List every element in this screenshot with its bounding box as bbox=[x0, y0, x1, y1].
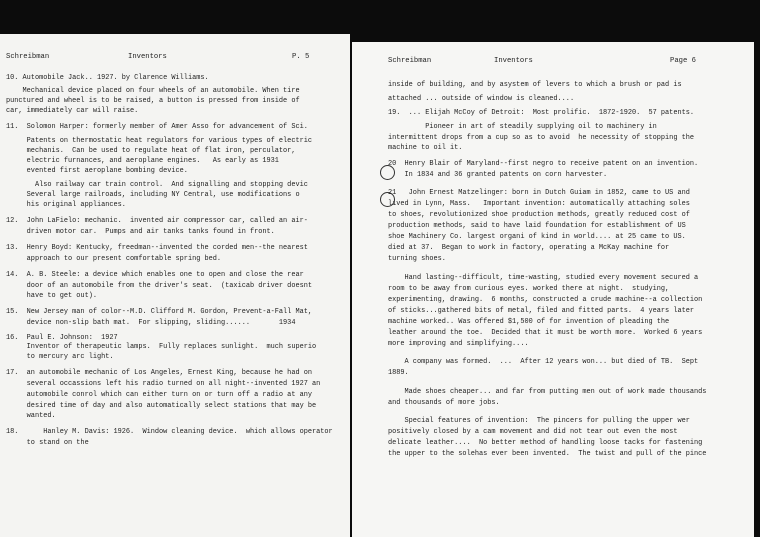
text-line: 1889. bbox=[388, 369, 409, 377]
text-line: leather around the toe. Decided that it must be worth more. Worked 6 years bbox=[388, 329, 703, 337]
text-line: Hand lasting--difficult, time-wasting, studied every movement secured a bbox=[388, 274, 699, 282]
text-line: 19. ... Elijah McCoy of Detroit: Most prolific. 1872-1920. 57 patents. bbox=[388, 109, 694, 117]
text-line: his original appliances. bbox=[6, 201, 126, 209]
text-line: approach to our present comfortable spring bed. bbox=[6, 255, 222, 263]
text-line: driven motor car. Pumps and air tanks tanks found in front. bbox=[6, 228, 275, 236]
text-line: machine worked.. Was offered $1,500 of for invention of pleading the bbox=[388, 318, 670, 326]
text-line: to mercury arc light. bbox=[6, 353, 114, 361]
text-line: Patents on thermostatic heat regulators for various types of electric bbox=[6, 137, 312, 145]
left-header-title: Inventors bbox=[128, 53, 167, 61]
text-line: and thousands of more jobs. bbox=[388, 399, 500, 407]
text-line: to stand on the bbox=[6, 439, 89, 447]
text-line: died at 37. Began to work in factory, operating a McKay machine for bbox=[388, 244, 670, 252]
text-line: have to get out). bbox=[6, 292, 97, 300]
text-line: 21 John Ernest Matzelinger: born in Dutch Guiam in 1852, came to US and bbox=[388, 189, 690, 197]
text-line: Several large railroads, including NY Central, use modifications o bbox=[6, 191, 300, 199]
text-line: 16. Paul E. Johnson: 1927 bbox=[6, 334, 118, 342]
text-line: attached ... outside of window is cleaned.... bbox=[388, 95, 575, 103]
text-line: electric furnances, and aeroplane engines. As early as 1931 bbox=[6, 157, 279, 165]
text-line: 20 Henry Blair of Maryland--first negro to receive patent on an invention. bbox=[388, 160, 699, 168]
text-line: In 1834 and 36 granted patents on corn harvester. bbox=[388, 171, 608, 179]
text-line: evented first aeroplane bombing device. bbox=[6, 167, 188, 175]
text-line: 14. A. B. Steele: a device which enables one to open and close the rear bbox=[6, 271, 304, 279]
text-line: device non-slip bath mat. For slipping, sliding...... 1934 bbox=[6, 319, 296, 327]
text-line: Inventor of therapeutic lamps. Fully replaces sunlight. much superio bbox=[6, 343, 317, 351]
text-line: Mechanical device placed on four wheels of an automobile. When tire bbox=[6, 87, 300, 95]
text-line: of sticks...gathered bits of metal, filed and fitted parts. 4 years later bbox=[388, 307, 694, 315]
left-page bbox=[0, 34, 350, 537]
text-line: desired time of day and also automatically select stations that may be bbox=[6, 402, 317, 410]
text-line: several occassions left his radio turned on all night--invented 1927 an bbox=[6, 380, 321, 388]
text-line: intermittent drops from a cup so as to avoid he necessity of stopping the bbox=[388, 134, 694, 142]
text-line: machine to oil it. bbox=[388, 144, 463, 152]
text-line: Special features of invention: The pincers for pulling the upper wer bbox=[388, 417, 690, 425]
text-line: production methods, said to have laid foundation for establishment of US bbox=[388, 222, 686, 230]
text-line: 12. John LaFielo: mechanic. invented air compressor car, called an air- bbox=[6, 217, 308, 225]
text-line: wanted. bbox=[6, 412, 56, 420]
text-line: Also railway car train control. And signalling and stopping devic bbox=[6, 181, 308, 189]
right-page bbox=[352, 42, 754, 537]
text-line: lived in Lynn, Mass. Important invention: automatically attaching soles bbox=[388, 200, 690, 208]
text-line: automobile conrol which can either turn on or turn off a radio at any bbox=[6, 391, 312, 399]
text-line: more improving and simplifying.... bbox=[388, 340, 529, 348]
text-line: punctured and wheel is to be raised, a button is pressed from inside of bbox=[6, 97, 300, 105]
text-line: Pioneer in art of steadily supplying oil to machinery in bbox=[388, 123, 657, 131]
text-line: mechanis. Can be used to regulate heat of flat iron, perculator, bbox=[6, 147, 296, 155]
text-line: positively closed by a cam movement and did not tear out even the most bbox=[388, 428, 678, 436]
text-line: 15. New Jersey man of color--M.D. Clifford M. Gordon, Prevent-a-Fall Mat, bbox=[6, 308, 312, 316]
text-line: turning shoes. bbox=[388, 255, 446, 263]
text-line: car, immediately car will raise. bbox=[6, 107, 139, 115]
text-line: 11. Solomon Harper: formerly member of Amer Asso for advancement of Sci. bbox=[6, 123, 308, 131]
text-line: 13. Henry Boyd: Kentucky, freedman--invented the corded men--the nearest bbox=[6, 244, 308, 252]
text-line: to shoes, revolutionized shoe production methods, greatly reduced cost of bbox=[388, 211, 690, 219]
text-line: delicate leather.... No better method of handling loose tacks for fastening bbox=[388, 439, 703, 447]
text-line: shoe Machinery Co. largest organi of kind in world.... at 25 came to US. bbox=[388, 233, 686, 241]
text-line: experimenting, drawing. 6 months, constructed a crude machine--a collection bbox=[388, 296, 703, 304]
text-line: A company was formed. ... After 12 years won... but died of TB. Sept bbox=[388, 358, 699, 366]
text-line: room to be away from curious eyes. worked there at night. studying, bbox=[388, 285, 670, 293]
text-line: the upper to the solehas ever been invented. The twist and pull of the pince bbox=[388, 450, 707, 458]
right-header-author: Schreibman bbox=[388, 57, 432, 65]
text-line: 17. an automobile mechanic of Los Angeles, Ernest King, because he had on bbox=[6, 369, 312, 377]
right-header-title: Inventors bbox=[494, 57, 533, 65]
text-line: Made shoes cheaper... and far from putting men out of work made thousands bbox=[388, 388, 707, 396]
text-line: 18. Hanley M. Davis: 1926. Window cleaning device. which allows operator bbox=[6, 428, 333, 436]
left-header-page: P. 5 bbox=[292, 53, 310, 61]
left-header-author: Schreibman bbox=[6, 53, 50, 61]
text-line: inside of building, and by asystem of levers to which a brush or pad is bbox=[388, 81, 682, 89]
right-header-page: Page 6 bbox=[670, 57, 696, 65]
text-line: 10. Automobile Jack.. 1927. by Clarence Williams. bbox=[6, 74, 209, 82]
text-line: door of an automobile from the driver's seat. (taxicab driver doesnt bbox=[6, 282, 312, 290]
